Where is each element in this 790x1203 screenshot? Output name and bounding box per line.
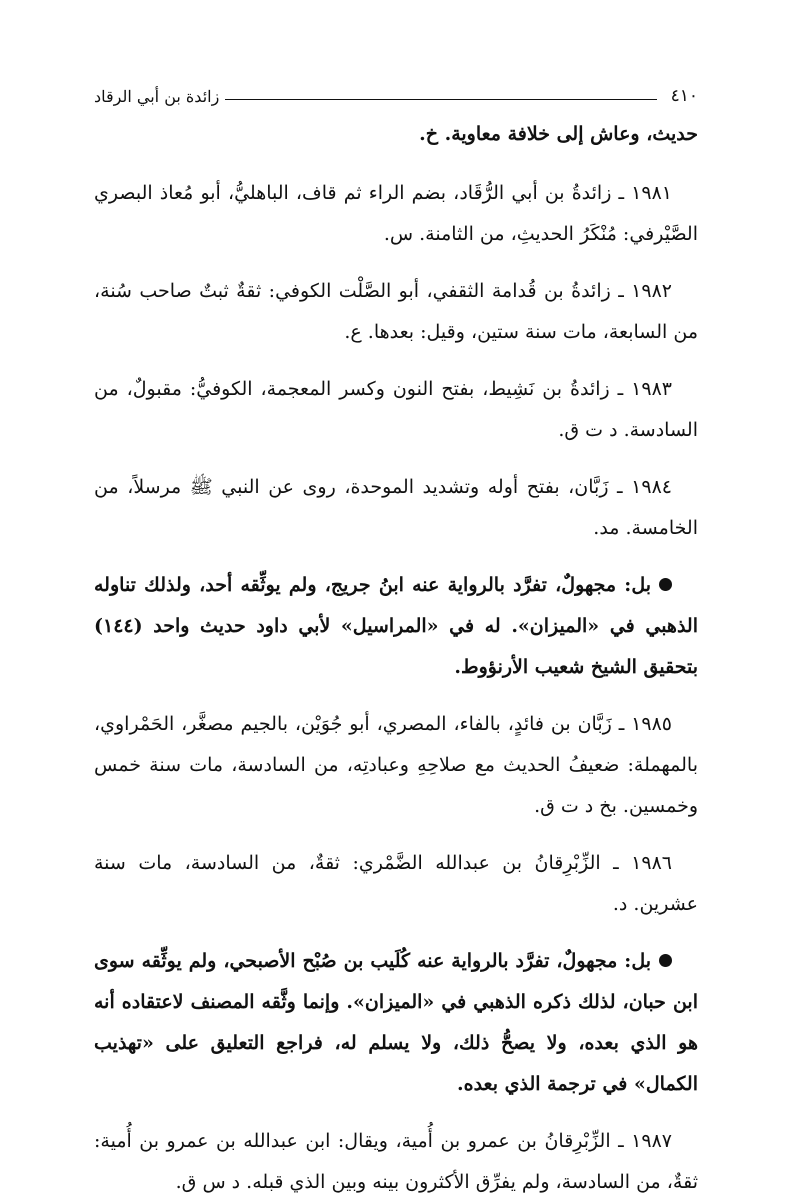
entry-1983	[94, 369, 698, 451]
running-header	[94, 72, 698, 106]
paragraph-text: بل: مجهولٌ، تفرَّد بالرواية عنه ابنُ جريج، ولم يوثِّقه أحد، ولذلك تناوله الذهبي في «الميزان». له في «المراسيل» لأبي داود حديث واحد (١٤٤) بتحقيق الشيخ شعيب الأرنؤوط.	[94, 574, 698, 678]
paragraph-text: بل: مجهولٌ، تفرَّد بالرواية عنه كُلَيب بن صُبْح الأصبحي، ولم يوثِّقه سوى ابن حبان، لذلك ذكره الذهبي في «الميزان». وإنما وثَّقه المصنف لاعتقاده أنه هو الذي بعده، ولا يصحُّ ذلك، ولا يسلم له، فراجع التعليق على «تهذيب الكمال» في ترجمة الذي بعده.	[94, 950, 698, 1095]
paragraph-text: ١٩٨٥ ـ زَبَّان بن فائدٍ، بالفاء، المصري، أبو جُوَيْن، بالجيم مصغَّر، الحَمْراوي، بالمهملة: ضعيفُ الحديث مع صلاحِهِ وعبادتِه، من السادسة، مات سنة خمس وخمسين. بخ د ت ق.	[94, 713, 698, 817]
paragraph-text: ١٩٨١ ـ زائدةُ بن أبي الرُّقَاد، بضم الراء ثم قاف، الباهليُّ، أبو مُعاذ البصري الصَّيْرفي: مُنْكَرُ الحديثِ، من الثامنة. س.	[94, 182, 698, 245]
entry-1987	[94, 1121, 698, 1203]
paragraph-text: ١٩٨٧ ـ الزِّبْرِقانُ بن عمرو بن أُمية، ويقال: ابن عبدالله بن عمرو بن أُمية: ثقةٌ، من السادسة، ولم يفرِّق الأكثرون بينه وبين الذي قبله. د س ق.	[94, 1130, 698, 1193]
bullet-icon	[659, 954, 672, 967]
paragraph-text: ١٩٨٢ ـ زائدةُ بن قُدامة الثقفي، أبو الصَّلْت الكوفي: ثقةٌ ثبتٌ صاحب سُنة، من السابعة، مات سنة ستين، وقيل: بعدها. ع.	[94, 280, 698, 343]
page-number: ٤١٠	[670, 86, 698, 106]
entry-1986	[94, 843, 698, 925]
header-rule	[225, 99, 656, 100]
continuation-paragraph	[94, 114, 698, 155]
entry-1982	[94, 271, 698, 353]
editor-note-1984	[94, 565, 698, 688]
paragraph-text: حديث، وعاش إلى خلافة معاوية. خ.	[419, 123, 698, 145]
entry-1984	[94, 467, 698, 549]
paragraph-text: ١٩٨٤ ـ زَبَّان، بفتح أوله وتشديد الموحدة، روى عن النبي ﷺ مرسلاً، من الخامسة. مد.	[94, 476, 698, 539]
bullet-icon	[659, 578, 672, 591]
page-body	[94, 114, 698, 1203]
paragraph-text: ١٩٨٦ ـ الزِّبْرِقانُ بن عبدالله الضَّمْري: ثقةٌ، من السادسة، مات سنة عشرين. د.	[94, 852, 698, 915]
entry-1985	[94, 704, 698, 827]
paragraph-text: ١٩٨٣ ـ زائدةُ بن نَشِيط، بفتح النون وكسر المعجمة، الكوفيُّ: مقبولٌ، من السادسة. د ت ق.	[94, 378, 698, 441]
entry-1981	[94, 173, 698, 255]
running-title: زائدة بن أبي الرقاد	[94, 87, 220, 106]
editor-note-1986	[94, 941, 698, 1105]
